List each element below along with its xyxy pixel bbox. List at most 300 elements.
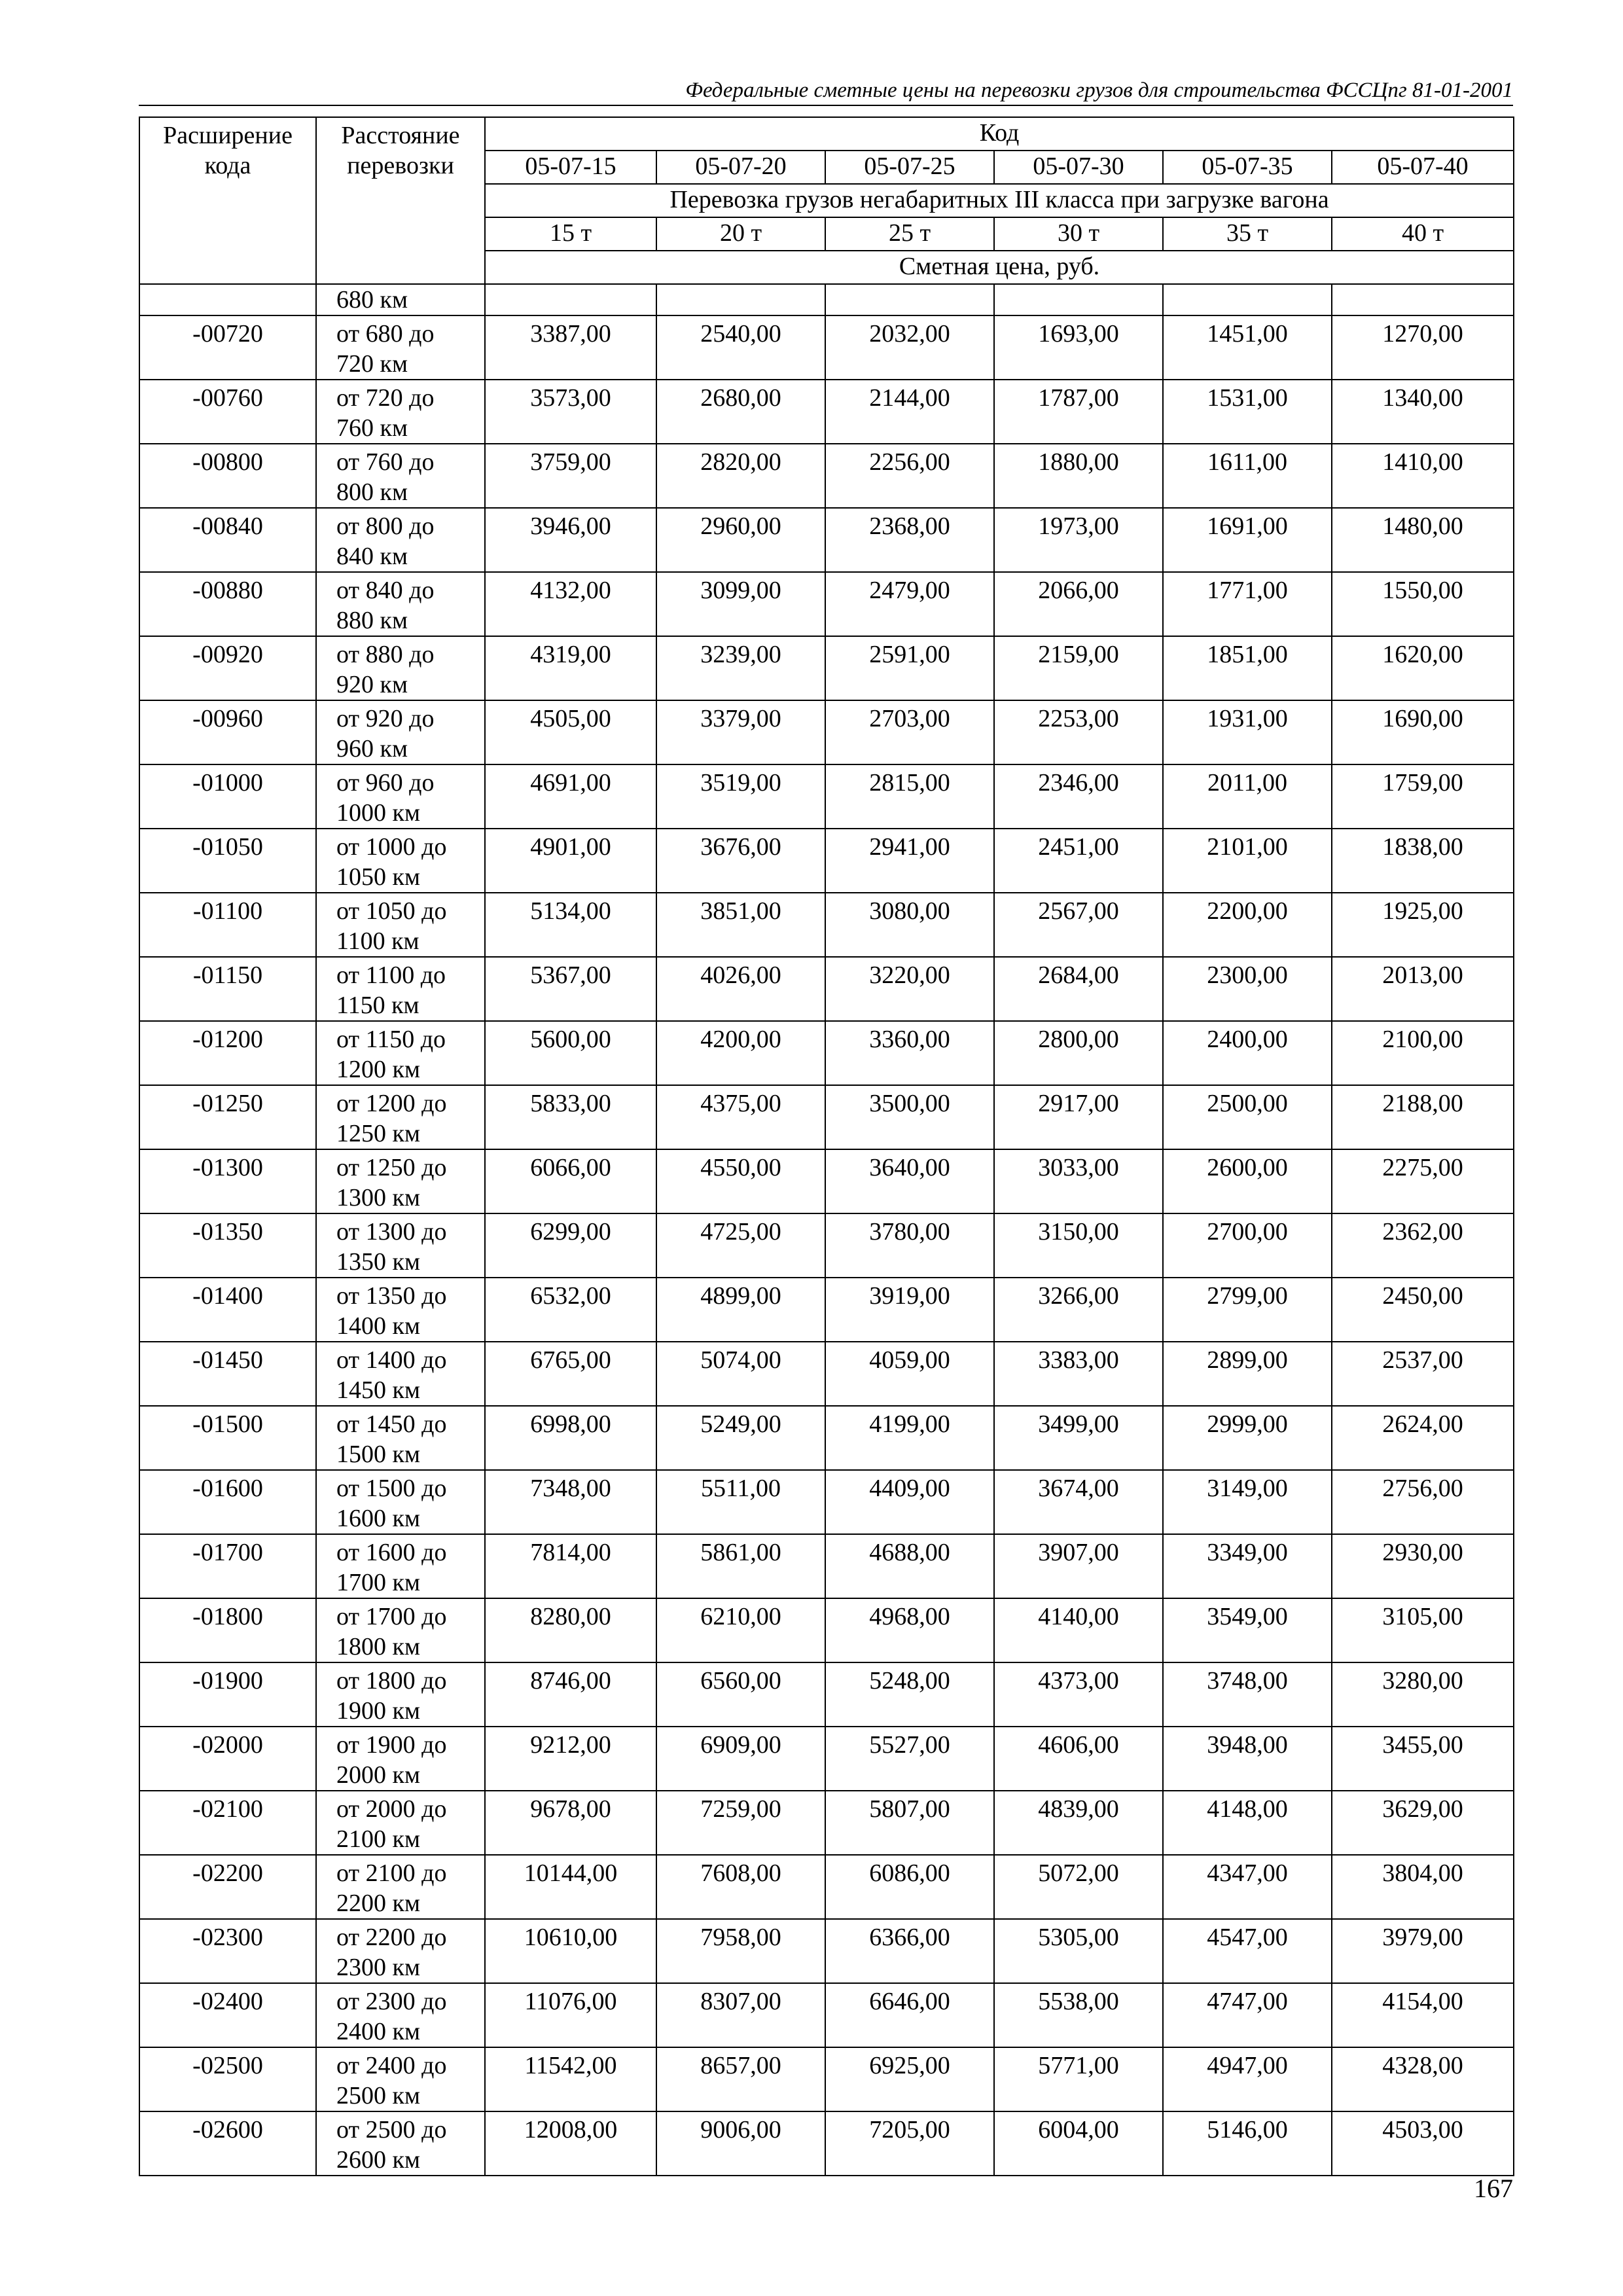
distance-range xyxy=(316,1085,485,1149)
distance-to: 2600 км xyxy=(336,2146,421,2174)
code-extension: -01000 xyxy=(139,764,316,829)
price-cell: 2362,00 xyxy=(1332,1213,1514,1278)
continuation-row xyxy=(139,284,1514,315)
price-cell: 3080,00 xyxy=(825,893,994,957)
price-cell: 2275,00 xyxy=(1332,1149,1514,1213)
price-cell: 4606,00 xyxy=(994,1727,1163,1791)
distance-range xyxy=(316,1791,485,1855)
price-cell: 6299,00 xyxy=(485,1213,656,1278)
price-cell: 4409,00 xyxy=(825,1470,994,1534)
price-cell: 2451,00 xyxy=(994,829,1163,893)
price-cell: 1838,00 xyxy=(1332,829,1514,893)
price-cell: 2930,00 xyxy=(1332,1534,1514,1598)
price-cell: 5527,00 xyxy=(825,1727,994,1791)
continuation-distance: 680 км xyxy=(316,284,485,315)
price-cell: 3500,00 xyxy=(825,1085,994,1149)
table-row xyxy=(139,444,1514,508)
price-cell: 3349,00 xyxy=(1163,1534,1332,1598)
code-extension: -01500 xyxy=(139,1406,316,1470)
table-row xyxy=(139,1855,1514,1919)
price-cell: 4200,00 xyxy=(656,1021,825,1085)
table-row xyxy=(139,1983,1514,2047)
distance-range xyxy=(316,1983,485,2047)
code-extension: -01700 xyxy=(139,1534,316,1598)
col-extension-header: Расширение кода xyxy=(139,117,316,284)
price-cell: 11076,00 xyxy=(485,1983,656,2047)
price-cell: 1270,00 xyxy=(1332,315,1514,380)
table-row xyxy=(139,1278,1514,1342)
price-cell: 3919,00 xyxy=(825,1278,994,1342)
code-extension: -01150 xyxy=(139,957,316,1021)
price-cell: 3979,00 xyxy=(1332,1919,1514,1983)
table-row xyxy=(139,1021,1514,1085)
price-cell: 1691,00 xyxy=(1163,508,1332,572)
price-cell: 3907,00 xyxy=(994,1534,1163,1598)
code-cell: 05-07-40 xyxy=(1332,151,1514,184)
price-cell: 5074,00 xyxy=(656,1342,825,1406)
distance-from: от 1800 до xyxy=(336,1667,447,1695)
distance-to: 1100 км xyxy=(336,927,419,955)
distance-range xyxy=(316,893,485,957)
table-cell xyxy=(656,284,825,315)
distance-to: 1150 км xyxy=(336,992,419,1019)
price-cell: 3780,00 xyxy=(825,1213,994,1278)
price-cell: 6909,00 xyxy=(656,1727,825,1791)
code-extension: -01450 xyxy=(139,1342,316,1406)
price-cell: 3099,00 xyxy=(656,572,825,636)
price-cell: 1787,00 xyxy=(994,380,1163,444)
table-row xyxy=(139,1727,1514,1791)
load-cell: 25 т xyxy=(825,217,994,251)
price-cell: 5248,00 xyxy=(825,1662,994,1727)
distance-from: от 1700 до xyxy=(336,1603,447,1630)
distance-from: от 1150 до xyxy=(336,1026,446,1053)
table-row xyxy=(139,508,1514,572)
code-extension: -01300 xyxy=(139,1149,316,1213)
distance-range xyxy=(316,1213,485,1278)
price-cell: 5072,00 xyxy=(994,1855,1163,1919)
price-cell: 8657,00 xyxy=(656,2047,825,2111)
table-row xyxy=(139,1791,1514,1855)
code-extension: -02100 xyxy=(139,1791,316,1855)
distance-from: от 760 до xyxy=(336,448,435,476)
distance-from: от 2300 до xyxy=(336,1988,447,2015)
price-cell: 6560,00 xyxy=(656,1662,825,1727)
load-cell: 35 т xyxy=(1163,217,1332,251)
code-extension: -00960 xyxy=(139,700,316,764)
price-cell: 6210,00 xyxy=(656,1598,825,1662)
price-cell: 1880,00 xyxy=(994,444,1163,508)
price-cell: 2591,00 xyxy=(825,636,994,700)
distance-from: от 1200 до xyxy=(336,1090,447,1117)
price-cell: 1973,00 xyxy=(994,508,1163,572)
table-row xyxy=(139,2111,1514,2176)
price-cell: 7958,00 xyxy=(656,1919,825,1983)
price-cell: 4347,00 xyxy=(1163,1855,1332,1919)
price-cell: 4947,00 xyxy=(1163,2047,1332,2111)
code-extension: -01250 xyxy=(139,1085,316,1149)
distance-to: 720 км xyxy=(336,350,408,378)
distance-from: от 880 до xyxy=(336,641,435,668)
code-header: Код xyxy=(485,117,1514,151)
code-extension: -00920 xyxy=(139,636,316,700)
distance-from: от 2500 до xyxy=(336,2116,447,2144)
code-cell: 05-07-20 xyxy=(656,151,825,184)
distance-to: 880 км xyxy=(336,607,408,634)
price-cell: 5771,00 xyxy=(994,2047,1163,2111)
price-cell: 12008,00 xyxy=(485,2111,656,2176)
price-cell: 3759,00 xyxy=(485,444,656,508)
price-cell: 6925,00 xyxy=(825,2047,994,2111)
load-cell: 20 т xyxy=(656,217,825,251)
price-cell: 6765,00 xyxy=(485,1342,656,1406)
distance-to: 1250 км xyxy=(336,1120,421,1147)
table-row xyxy=(139,636,1514,700)
distance-to: 1300 км xyxy=(336,1184,421,1211)
price-cell: 2680,00 xyxy=(656,380,825,444)
price-cell: 4373,00 xyxy=(994,1662,1163,1727)
price-cell: 1931,00 xyxy=(1163,700,1332,764)
price-cell: 6066,00 xyxy=(485,1149,656,1213)
code-extension: -02000 xyxy=(139,1727,316,1791)
price-cell: 2799,00 xyxy=(1163,1278,1332,1342)
price-cell: 5134,00 xyxy=(485,893,656,957)
code-cell: 05-07-25 xyxy=(825,151,994,184)
price-cell: 1611,00 xyxy=(1163,444,1332,508)
running-header: Федеральные сметные цены на перевозки грузов для строительства ФССЦпг 81-01-2001 xyxy=(685,79,1513,102)
price-cell: 1851,00 xyxy=(1163,636,1332,700)
distance-to: 2200 км xyxy=(336,1890,421,1917)
distance-range xyxy=(316,1919,485,1983)
price-cell: 7814,00 xyxy=(485,1534,656,1598)
distance-to: 2100 км xyxy=(336,1825,421,1853)
table-row xyxy=(139,1662,1514,1727)
distance-to: 1900 км xyxy=(336,1697,421,1725)
price-cell: 5146,00 xyxy=(1163,2111,1332,2176)
distance-from: от 800 до xyxy=(336,512,435,540)
price-cell: 1451,00 xyxy=(1163,315,1332,380)
price-cell: 1410,00 xyxy=(1332,444,1514,508)
price-cell: 11542,00 xyxy=(485,2047,656,2111)
code-extension: -02600 xyxy=(139,2111,316,2176)
table-row xyxy=(139,957,1514,1021)
load-cell: 15 т xyxy=(485,217,656,251)
price-cell: 1480,00 xyxy=(1332,508,1514,572)
distance-from: от 2100 до xyxy=(336,1859,447,1887)
price-cell: 3674,00 xyxy=(994,1470,1163,1534)
price-cell: 3519,00 xyxy=(656,764,825,829)
distance-from: от 960 до xyxy=(336,769,435,797)
price-cell: 6998,00 xyxy=(485,1406,656,1470)
code-extension: -00800 xyxy=(139,444,316,508)
distance-to: 1200 км xyxy=(336,1056,421,1083)
distance-from: от 1600 до xyxy=(336,1539,447,1566)
price-cell: 2700,00 xyxy=(1163,1213,1332,1278)
price-cell: 4503,00 xyxy=(1332,2111,1514,2176)
price-cell: 4148,00 xyxy=(1163,1791,1332,1855)
price-cell: 3629,00 xyxy=(1332,1791,1514,1855)
price-cell: 6646,00 xyxy=(825,1983,994,2047)
distance-from: от 2400 до xyxy=(336,2052,447,2079)
code-extension: -02300 xyxy=(139,1919,316,1983)
distance-to: 1800 км xyxy=(336,1633,421,1660)
table-row xyxy=(139,893,1514,957)
price-cell: 1693,00 xyxy=(994,315,1163,380)
table-row xyxy=(139,764,1514,829)
distance-to: 1050 км xyxy=(336,863,421,891)
price-cell: 1690,00 xyxy=(1332,700,1514,764)
price-cell: 2999,00 xyxy=(1163,1406,1332,1470)
distance-to: 960 км xyxy=(336,735,408,762)
price-cell: 3640,00 xyxy=(825,1149,994,1213)
price-cell: 3149,00 xyxy=(1163,1470,1332,1534)
price-cell: 3455,00 xyxy=(1332,1727,1514,1791)
distance-range xyxy=(316,2047,485,2111)
price-cell: 2500,00 xyxy=(1163,1085,1332,1149)
price-cell: 2537,00 xyxy=(1332,1342,1514,1406)
distance-from: от 1350 до xyxy=(336,1282,447,1310)
price-cell: 4725,00 xyxy=(656,1213,825,1278)
code-extension: -01800 xyxy=(139,1598,316,1662)
distance-range xyxy=(316,1342,485,1406)
price-cell: 4375,00 xyxy=(656,1085,825,1149)
distance-from: от 1400 до xyxy=(336,1346,447,1374)
code-extension: -00840 xyxy=(139,508,316,572)
price-cell: 4026,00 xyxy=(656,957,825,1021)
code-cell: 05-07-30 xyxy=(994,151,1163,184)
code-extension: -00880 xyxy=(139,572,316,636)
distance-from: от 2200 до xyxy=(336,1924,447,1951)
price-cell: 2479,00 xyxy=(825,572,994,636)
price-cell: 5511,00 xyxy=(656,1470,825,1534)
price-cell: 7348,00 xyxy=(485,1470,656,1534)
code-extension: -01600 xyxy=(139,1470,316,1534)
price-cell: 2600,00 xyxy=(1163,1149,1332,1213)
distance-to: 2300 км xyxy=(336,1954,421,1981)
distance-range xyxy=(316,1598,485,1662)
distance-to: 920 км xyxy=(336,671,408,698)
price-cell: 2013,00 xyxy=(1332,957,1514,1021)
distance-from: от 1000 до xyxy=(336,833,447,861)
table-row xyxy=(139,1342,1514,1406)
price-cell: 4328,00 xyxy=(1332,2047,1514,2111)
price-cell: 9212,00 xyxy=(485,1727,656,1791)
price-cell: 1531,00 xyxy=(1163,380,1332,444)
price-cell: 4839,00 xyxy=(994,1791,1163,1855)
distance-to: 1350 км xyxy=(336,1248,421,1276)
distance-range xyxy=(316,1662,485,1727)
price-cell: 3280,00 xyxy=(1332,1662,1514,1727)
price-cell: 5861,00 xyxy=(656,1534,825,1598)
distance-range xyxy=(316,572,485,636)
distance-range xyxy=(316,1149,485,1213)
table-row xyxy=(139,1149,1514,1213)
price-cell: 5833,00 xyxy=(485,1085,656,1149)
price-cell: 2200,00 xyxy=(1163,893,1332,957)
code-cell: 05-07-15 xyxy=(485,151,656,184)
code-cell: 05-07-35 xyxy=(1163,151,1332,184)
distance-to: 800 км xyxy=(336,478,408,506)
price-cell: 3105,00 xyxy=(1332,1598,1514,1662)
price-cell: 2368,00 xyxy=(825,508,994,572)
price-cell: 5538,00 xyxy=(994,1983,1163,2047)
price-cell: 10610,00 xyxy=(485,1919,656,1983)
price-cell: 2346,00 xyxy=(994,764,1163,829)
price-header: Сметная цена, руб. xyxy=(485,251,1514,284)
price-cell: 3033,00 xyxy=(994,1149,1163,1213)
price-cell: 3676,00 xyxy=(656,829,825,893)
price-cell: 4901,00 xyxy=(485,829,656,893)
price-cell: 2144,00 xyxy=(825,380,994,444)
price-cell: 3150,00 xyxy=(994,1213,1163,1278)
price-cell: 3851,00 xyxy=(656,893,825,957)
price-cell: 7259,00 xyxy=(656,1791,825,1855)
distance-to: 1600 км xyxy=(336,1505,421,1532)
price-cell: 2960,00 xyxy=(656,508,825,572)
distance-range xyxy=(316,508,485,572)
distance-range xyxy=(316,2111,485,2176)
table-row xyxy=(139,1919,1514,1983)
distance-range xyxy=(316,700,485,764)
table-row xyxy=(139,380,1514,444)
table-row xyxy=(139,829,1514,893)
page-number: 167 xyxy=(1474,2174,1513,2203)
price-cell: 2624,00 xyxy=(1332,1406,1514,1470)
price-cell: 4550,00 xyxy=(656,1149,825,1213)
price-cell: 3499,00 xyxy=(994,1406,1163,1470)
distance-range xyxy=(316,1278,485,1342)
code-extension: -00720 xyxy=(139,315,316,380)
distance-from: от 840 до xyxy=(336,577,435,604)
price-cell: 3360,00 xyxy=(825,1021,994,1085)
table-cell xyxy=(1332,284,1514,315)
code-extension: -00760 xyxy=(139,380,316,444)
table-row xyxy=(139,1213,1514,1278)
price-cell: 1771,00 xyxy=(1163,572,1332,636)
distance-to: 760 км xyxy=(336,414,408,442)
distance-range xyxy=(316,957,485,1021)
code-extension: -01050 xyxy=(139,829,316,893)
header-rule xyxy=(139,105,1513,106)
table-cell xyxy=(485,284,656,315)
col-distance-header: Расстояние перевозки xyxy=(316,117,485,284)
table-row xyxy=(139,1598,1514,1662)
price-cell: 6532,00 xyxy=(485,1278,656,1342)
price-cell: 5305,00 xyxy=(994,1919,1163,1983)
price-cell: 4154,00 xyxy=(1332,1983,1514,2047)
distance-to: 2400 км xyxy=(336,2018,421,2045)
price-cell: 2800,00 xyxy=(994,1021,1163,1085)
price-cell: 1925,00 xyxy=(1332,893,1514,957)
price-cell: 2300,00 xyxy=(1163,957,1332,1021)
distance-to: 1700 км xyxy=(336,1569,421,1596)
price-cell: 3573,00 xyxy=(485,380,656,444)
price-table xyxy=(139,117,1514,2176)
price-cell: 3748,00 xyxy=(1163,1662,1332,1727)
distance-to: 840 км xyxy=(336,543,408,570)
price-cell: 3804,00 xyxy=(1332,1855,1514,1919)
price-cell: 2100,00 xyxy=(1332,1021,1514,1085)
price-cell: 1759,00 xyxy=(1332,764,1514,829)
price-cell: 2011,00 xyxy=(1163,764,1332,829)
price-cell: 1620,00 xyxy=(1332,636,1514,700)
price-cell: 4691,00 xyxy=(485,764,656,829)
price-cell: 7608,00 xyxy=(656,1855,825,1919)
distance-range xyxy=(316,1534,485,1598)
distance-from: от 1450 до xyxy=(336,1410,447,1438)
distance-to: 1450 км xyxy=(336,1376,421,1404)
distance-from: от 1250 до xyxy=(336,1154,447,1181)
price-cell: 2815,00 xyxy=(825,764,994,829)
price-cell: 3220,00 xyxy=(825,957,994,1021)
price-cell: 6086,00 xyxy=(825,1855,994,1919)
price-cell: 10144,00 xyxy=(485,1855,656,1919)
price-cell: 2820,00 xyxy=(656,444,825,508)
code-extension: -01200 xyxy=(139,1021,316,1085)
price-cell: 6004,00 xyxy=(994,2111,1163,2176)
price-cell: 8307,00 xyxy=(656,1983,825,2047)
distance-range xyxy=(316,636,485,700)
distance-to: 2500 км xyxy=(336,2082,421,2109)
price-cell: 2256,00 xyxy=(825,444,994,508)
price-cell: 4319,00 xyxy=(485,636,656,700)
price-cell: 4747,00 xyxy=(1163,1983,1332,2047)
table-row xyxy=(139,1406,1514,1470)
distance-from: от 680 до xyxy=(336,320,435,348)
price-cell: 3946,00 xyxy=(485,508,656,572)
distance-range xyxy=(316,380,485,444)
price-cell: 2032,00 xyxy=(825,315,994,380)
distance-from: от 1500 до xyxy=(336,1475,447,1502)
price-cell: 5807,00 xyxy=(825,1791,994,1855)
price-cell: 5600,00 xyxy=(485,1021,656,1085)
price-cell: 9006,00 xyxy=(656,2111,825,2176)
price-cell: 8280,00 xyxy=(485,1598,656,1662)
distance-range xyxy=(316,1855,485,1919)
price-cell: 2917,00 xyxy=(994,1085,1163,1149)
distance-range xyxy=(316,444,485,508)
distance-to: 1400 км xyxy=(336,1312,421,1340)
price-cell: 2899,00 xyxy=(1163,1342,1332,1406)
table-row xyxy=(139,700,1514,764)
price-cell: 5367,00 xyxy=(485,957,656,1021)
distance-from: от 1900 до xyxy=(336,1731,447,1759)
price-cell: 2703,00 xyxy=(825,700,994,764)
price-cell: 4132,00 xyxy=(485,572,656,636)
price-cell: 4140,00 xyxy=(994,1598,1163,1662)
table-row xyxy=(139,315,1514,380)
distance-to: 1500 км xyxy=(336,1441,421,1468)
price-cell: 4505,00 xyxy=(485,700,656,764)
table-row xyxy=(139,1534,1514,1598)
price-cell: 2400,00 xyxy=(1163,1021,1332,1085)
price-cell: 3266,00 xyxy=(994,1278,1163,1342)
price-cell: 2450,00 xyxy=(1332,1278,1514,1342)
table-row xyxy=(139,572,1514,636)
code-extension: -01400 xyxy=(139,1278,316,1342)
table-row xyxy=(139,1470,1514,1534)
price-cell: 2567,00 xyxy=(994,893,1163,957)
price-cell: 4899,00 xyxy=(656,1278,825,1342)
price-cell: 7205,00 xyxy=(825,2111,994,2176)
price-cell: 6366,00 xyxy=(825,1919,994,1983)
price-cell: 4547,00 xyxy=(1163,1919,1332,1983)
distance-from: от 1050 до xyxy=(336,897,447,925)
table-cell xyxy=(139,284,316,315)
price-cell: 4199,00 xyxy=(825,1406,994,1470)
table-row xyxy=(139,2047,1514,2111)
distance-range xyxy=(316,1727,485,1791)
